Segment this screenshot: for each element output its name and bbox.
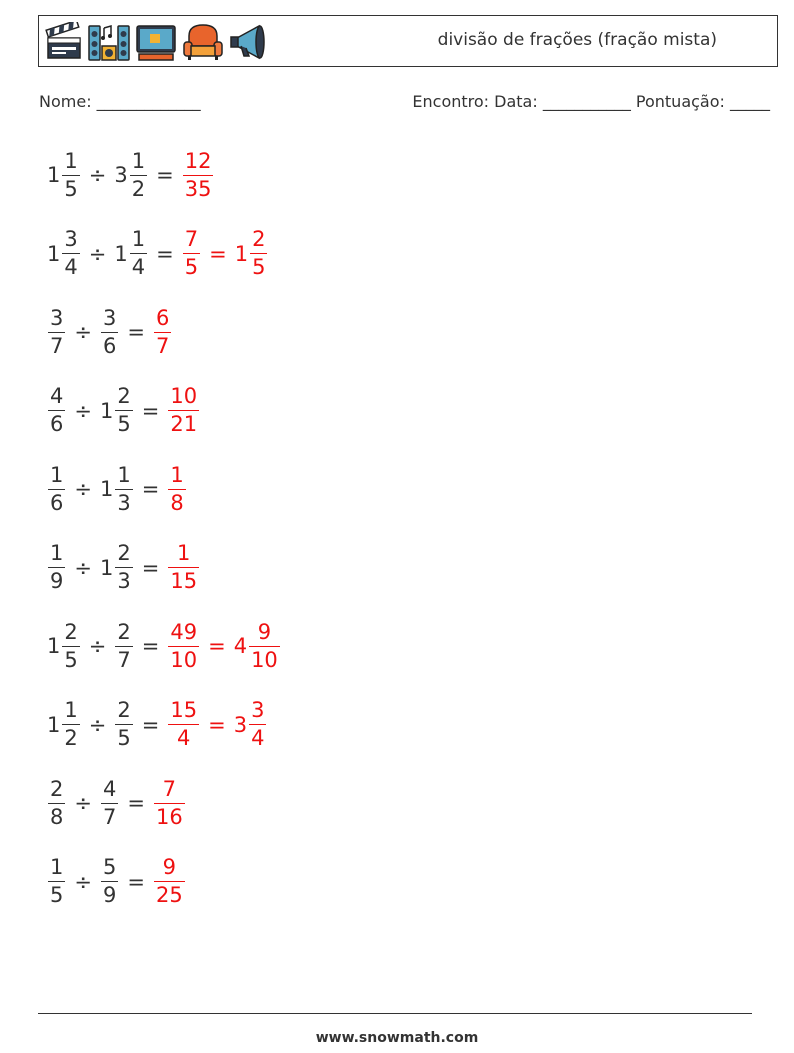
divide-sign: ÷ [88, 163, 107, 187]
numerator: 1 [50, 855, 64, 879]
answer-mixed-number [234, 700, 268, 749]
operand-b [99, 462, 134, 515]
answer-fraction [182, 148, 215, 201]
denominator: 5 [184, 255, 199, 279]
answer-mixed-number [233, 619, 281, 672]
answer [153, 305, 172, 358]
denominator: 35 [184, 176, 212, 201]
divide-sign: ÷ [88, 241, 107, 266]
denominator: 4 [64, 255, 78, 279]
denominator: 7 [102, 804, 117, 829]
denominator: 5 [50, 883, 64, 907]
whole-number: 1 [47, 163, 61, 187]
operand-b [114, 700, 133, 749]
answer-fraction [167, 462, 186, 515]
operand-a [47, 700, 81, 749]
whole-number: 1 [234, 241, 249, 266]
denominator: 25 [155, 883, 183, 907]
answer [167, 543, 200, 592]
operand-b [100, 776, 119, 829]
problem-row [47, 144, 214, 206]
equals-sign: = [208, 712, 226, 737]
numerator: 4 [102, 776, 117, 801]
answer-fraction [153, 776, 186, 829]
problem-row [47, 380, 200, 442]
fraction [154, 305, 171, 358]
denominator: 6 [50, 412, 64, 436]
denominator: 3 [117, 569, 131, 593]
operand-b [114, 229, 148, 278]
numerator: 9 [257, 619, 272, 644]
operand-b [100, 386, 134, 435]
answer-mixed-number [235, 229, 269, 278]
numerator: 1 [170, 462, 184, 487]
fraction [168, 543, 199, 592]
numerator: 2 [117, 698, 131, 722]
fraction [101, 305, 118, 358]
date-score-field: Encontro: Data: ___________ Pontuação: _____ [412, 92, 770, 111]
numerator: 1 [50, 462, 64, 487]
fraction [62, 148, 79, 201]
equals-sign: = [127, 869, 145, 894]
fraction [154, 776, 185, 829]
answer-fraction [153, 857, 186, 906]
answer-fraction [182, 229, 201, 278]
whole-number: 1 [47, 712, 61, 737]
operand-a [47, 386, 66, 435]
fraction [115, 700, 132, 749]
numerator: 3 [251, 698, 265, 722]
operand-a [47, 857, 66, 906]
operand-a [47, 619, 81, 672]
numerator: 1 [177, 541, 191, 565]
operand-a [47, 543, 66, 592]
equals-sign: = [208, 634, 226, 658]
answer [182, 148, 215, 201]
problem-row [47, 615, 281, 677]
whole-number: 1 [99, 398, 114, 423]
equals-sign: = [141, 477, 160, 501]
problem-row [47, 694, 267, 756]
answer-fraction [153, 305, 172, 358]
clapperboard-icon [45, 22, 83, 62]
header-box [38, 15, 778, 67]
answer [153, 857, 186, 906]
answer [167, 619, 280, 672]
operand-b [100, 543, 134, 592]
denominator: 4 [251, 726, 265, 750]
denominator: 5 [117, 726, 131, 750]
denominator: 7 [117, 647, 131, 672]
fraction [62, 619, 79, 672]
numerator: 2 [117, 384, 131, 408]
equals-sign: = [141, 555, 160, 580]
denominator: 3 [117, 490, 131, 515]
numerator: 12 [184, 148, 212, 173]
denominator: 9 [102, 883, 117, 907]
denominator: 5 [117, 412, 131, 436]
operand-b [114, 148, 148, 201]
operand-b [100, 857, 119, 906]
whole-number: 1 [47, 634, 61, 658]
divide-sign: ÷ [88, 634, 107, 658]
fraction [130, 148, 147, 201]
whole-number: 3 [114, 163, 128, 187]
denominator: 6 [50, 490, 64, 515]
problem-row [47, 301, 172, 363]
equals-sign: = [156, 241, 174, 266]
fraction [48, 857, 65, 906]
numerator: 7 [184, 227, 199, 251]
header-icons [45, 20, 271, 64]
divide-sign: ÷ [74, 869, 92, 894]
fraction [168, 386, 199, 435]
fraction [249, 700, 266, 749]
fraction [168, 462, 185, 515]
denominator: 4 [177, 726, 191, 750]
numerator: 7 [162, 776, 177, 801]
numerator: 5 [102, 855, 117, 879]
numerator: 1 [117, 462, 131, 487]
denominator: 10 [170, 647, 198, 672]
footer-url: www.snowmath.com [315, 1030, 479, 1046]
equals-sign: = [127, 791, 145, 815]
denominator: 7 [155, 333, 170, 358]
operand-b [100, 305, 119, 358]
fraction [183, 148, 214, 201]
operand-b [114, 619, 133, 672]
operand-a [47, 229, 81, 278]
numerator: 1 [64, 148, 78, 173]
denominator: 2 [131, 176, 146, 201]
footer-divider [38, 1013, 752, 1014]
fraction [115, 543, 132, 592]
equals-sign: = [156, 163, 174, 187]
fraction [48, 462, 65, 515]
fraction [168, 619, 199, 672]
answer [182, 229, 269, 278]
numerator: 6 [155, 305, 170, 330]
numerator: 15 [170, 698, 198, 722]
whole-number: 1 [114, 241, 128, 266]
numerator: 2 [252, 227, 266, 251]
fraction [62, 700, 79, 749]
denominator: 9 [50, 569, 64, 593]
answer [167, 386, 200, 435]
whole-number: 1 [47, 241, 61, 266]
answer-fraction [167, 543, 200, 592]
fraction [249, 619, 280, 672]
numerator: 2 [64, 619, 78, 644]
denominator: 2 [64, 726, 78, 750]
armchair-icon [181, 22, 225, 62]
denominator: 21 [170, 412, 198, 436]
whole-number: 3 [233, 712, 248, 737]
answer [167, 462, 186, 515]
answer [153, 776, 186, 829]
answer-fraction [167, 619, 200, 672]
problem-row [47, 537, 200, 599]
numerator: 3 [102, 305, 117, 330]
numerator: 3 [64, 227, 78, 251]
fraction [115, 619, 132, 672]
answer-fraction [167, 700, 200, 749]
numerator: 3 [50, 305, 64, 330]
fraction [48, 776, 65, 829]
divide-sign: ÷ [88, 712, 107, 737]
numerator: 1 [131, 227, 146, 251]
denominator: 7 [50, 333, 64, 358]
denominator: 8 [50, 804, 64, 829]
fraction [154, 857, 185, 906]
divide-sign: ÷ [74, 320, 92, 344]
equals-sign: = [209, 241, 227, 266]
megaphone-icon [229, 22, 271, 62]
numerator: 10 [170, 384, 198, 408]
fraction [101, 776, 118, 829]
fraction [48, 305, 65, 358]
numerator: 4 [50, 384, 64, 408]
fraction [48, 543, 65, 592]
fraction [115, 462, 132, 515]
divide-sign: ÷ [74, 555, 92, 580]
fraction [101, 857, 118, 906]
divide-sign: ÷ [74, 398, 92, 423]
denominator: 5 [64, 176, 78, 201]
denominator: 5 [64, 647, 78, 672]
operand-a [47, 305, 66, 358]
numerator: 1 [50, 541, 64, 565]
name-field: Nome: _____________ [39, 92, 201, 111]
whole-number: 1 [99, 555, 114, 580]
fraction [250, 229, 267, 278]
whole-number: 1 [99, 477, 114, 501]
equals-sign: = [127, 320, 145, 344]
denominator: 6 [102, 333, 117, 358]
denominator: 4 [131, 255, 146, 279]
tv-icon [135, 22, 177, 62]
equals-sign: = [141, 712, 160, 737]
numerator: 1 [64, 698, 78, 722]
numerator: 2 [117, 619, 131, 644]
answer [167, 700, 267, 749]
divide-sign: ÷ [74, 791, 92, 815]
fraction [115, 386, 132, 435]
fraction [62, 229, 79, 278]
numerator: 49 [170, 619, 198, 644]
answer-fraction [167, 386, 200, 435]
denominator: 5 [252, 255, 266, 279]
fraction [48, 386, 65, 435]
speakers-icon [87, 22, 131, 62]
operand-a [47, 148, 81, 201]
problem-row [47, 458, 187, 520]
equals-sign: = [141, 398, 160, 423]
equals-sign: = [141, 634, 160, 658]
numerator: 9 [162, 855, 177, 879]
numerator: 2 [50, 776, 64, 801]
worksheet-title: divisão de frações (fração mista) [437, 30, 717, 50]
whole-number: 4 [233, 634, 248, 658]
problem-row [47, 772, 186, 834]
denominator: 16 [155, 804, 183, 829]
numerator: 1 [131, 148, 146, 173]
numerator: 2 [117, 541, 131, 565]
fraction [130, 229, 147, 278]
denominator: 8 [170, 490, 184, 515]
denominator: 15 [170, 569, 198, 593]
fraction [183, 229, 200, 278]
fraction [168, 700, 199, 749]
operand-a [47, 462, 66, 515]
denominator: 10 [251, 647, 278, 672]
divide-sign: ÷ [74, 477, 92, 501]
problem-row [47, 851, 186, 913]
problem-row [47, 223, 268, 285]
operand-a [47, 776, 66, 829]
